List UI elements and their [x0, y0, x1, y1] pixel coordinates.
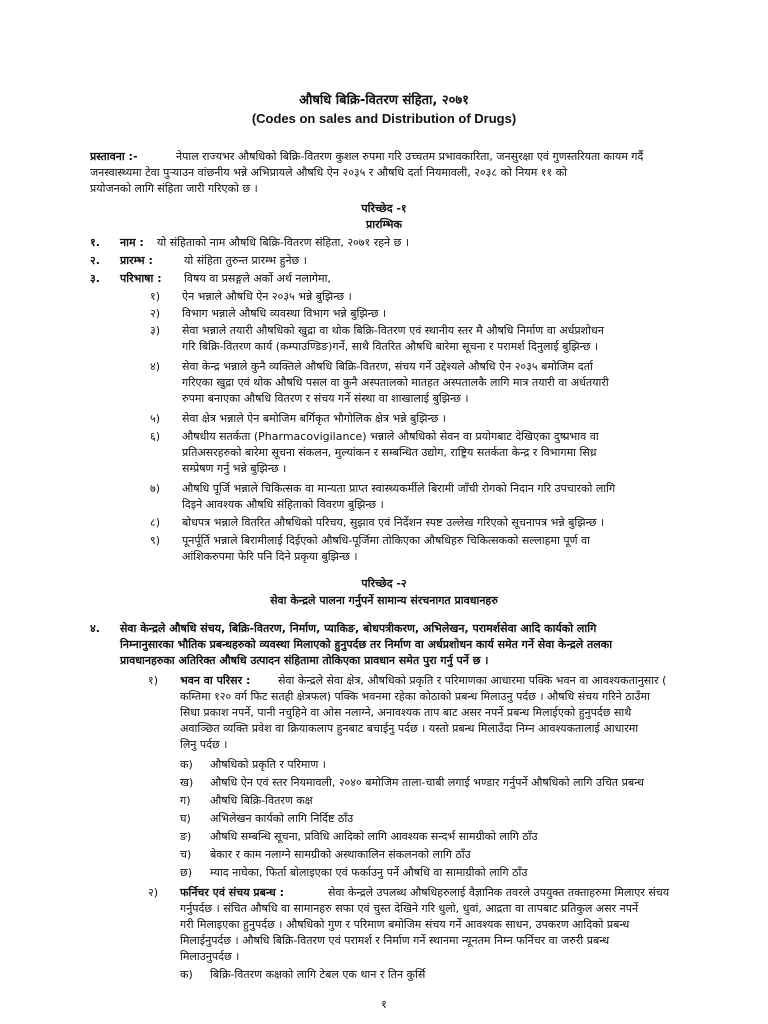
definition-text: दिइने आवश्यक औषधि संहिताको विवरण बुझिन्छ । — [182, 498, 384, 511]
subsection-text: सेवा केन्द्रले सेवा क्षेत्र, औषधिको प्रकृति र परिमाणका आधारमा पक्कि भवन वा आवश्यकतानुसार ( — [278, 674, 667, 687]
definition-text: सेवा भन्नाले तयारी औषधिको खुद्रा वा थोक बिक्रि-वितरण एवं स्थानीय स्तर मै औषधि निर्माण वा अर्धप्रशोधन — [182, 324, 604, 337]
definition-text: रुपमा बनाएका औषधि वितरण र संचय गर्ने संस्था वा शाखालाई बुझिन्छ । — [182, 392, 469, 405]
point-number: ग) — [180, 794, 191, 807]
definition-text: आंशिकरुपमा फेरि पनि दिने प्रकृया बुझिन्छ । — [182, 550, 358, 563]
section-number: ३. — [90, 272, 100, 285]
subsection-text: अवाञ्छित व्यक्ति प्रवेश वा क्रियाकलाप हुनबाट बचाईनु पर्दछ । यस्तो प्रबन्ध मिलाउँदा निम्न आवश्यकतालाई आधारमा — [180, 722, 639, 735]
section-label: परिभाषा : — [120, 272, 162, 285]
point-text: अभिलेखन कार्यको लागि निर्दिष्ट ठाँउ — [210, 812, 354, 825]
point-number: ङ) — [180, 830, 192, 843]
preamble-line: प्रयोजनको लागि संहिता जारी गरिएको छ । — [90, 182, 258, 195]
definition-number: ५) — [150, 412, 161, 425]
subsection-text: सिधा प्रकाश नपर्ने, पानी नचुहिने वा ओस नलाग्ने, अनावश्यक ताप बाट असर नपर्ने प्रबन्ध मिलाईएको हुनुपर्दछ साथै — [180, 706, 632, 719]
definition-text: गरि बिक्रि-वितरण कार्य (कम्पाउण्डिङ)गर्ने, साथै वितरित औषधि बारेमा सूचना र परामर्श दिनुलाई बुझिन्छ । — [182, 340, 599, 353]
page-number: १ — [381, 998, 387, 1011]
section-text: यो संहिता तुरुन्त प्रारम्भ हुनेछ । — [184, 254, 307, 267]
section-label: नाम : — [120, 236, 144, 249]
subsection-text: मिलाईनुपर्दछ । औषधि बिक्रि-वितरण एवं परामर्श र निर्माण गर्ने स्थानमा न्यूनतम निम्न फर्निचर वा जरुरी प्रबन्ध — [180, 934, 610, 947]
subsection-text: सेवा केन्द्रले उपलब्ध औषधिहरुलाई वैज्ञानिक तवरले उपयुक्त तक्ताहरुमा मिलाएर संचय — [328, 886, 670, 899]
point-text: औषधि सम्बन्धि सूचना, प्रविधि आदिको लागि आवश्यक सन्दर्भ सामग्रीको लागि ठाँउ — [210, 830, 538, 843]
preamble-line: नेपाल राज्यभर औषधिको बिक्रि-वितरण कुशल रुपमा गरि उच्चतम प्रभावकारिता, जनसुरक्षा एवं गुणस्तरियता कायम गर्दै — [176, 150, 644, 163]
subsection-text: मिलाउनुपर्दछ । — [180, 950, 240, 963]
section-number: ४. — [90, 622, 100, 635]
definition-text: औषधि पूर्जि भन्नाले चिकित्सक वा मान्यता प्राप्त स्वास्थ्यकर्मीले बिरामी जाँची रोगको निदान गरि उपचारको लागि — [182, 482, 616, 495]
section-number: २. — [90, 254, 100, 267]
point-text: औषधि बिक्रि-वितरण कक्ष — [210, 794, 313, 807]
definition-text: ऐन भन्नाले औषधि ऐन २०३५ भन्ने बुझिन्छ । — [182, 290, 352, 303]
section-number: १. — [90, 236, 100, 249]
point-text: औषधिको प्रकृति र परिमाण । — [210, 758, 326, 771]
definition-text: सम्प्रेषण गर्नु भन्ने बुझिन्छ । — [182, 462, 287, 475]
point-text: बिक्रि-वितरण कक्षको लागि टेबल एक थान र तिन कुर्सि — [210, 968, 426, 981]
point-number: च) — [180, 848, 192, 861]
chapter-title: सेवा केन्द्रले पालना गर्नुपर्ने सामान्य संरचनागत प्रावधानहरु — [270, 594, 498, 607]
subsection-number: २) — [148, 886, 159, 899]
definition-text: प्रतिअसरहरुको बारेमा सूचना संकलन, मुल्यांकन र सम्बन्धित उद्योग, राष्ट्रिय सतर्कता केन्द्र र विभागमा सिध्र — [182, 446, 597, 459]
subsection-text: लिनु पर्दछ । — [180, 738, 228, 751]
point-number: ख) — [180, 776, 194, 789]
section-text: यो संहिताको नाम औषधि बिक्रि-वितरण संहिता, २०७१ रहने छ । — [157, 236, 410, 249]
definition-text: पूनर्पूर्ति भन्नाले बिरामीलाई दिईएको औषधि-पूर्जिमा तोकिएका औषधिहरु चिकित्सकको सल्लाहमा पूर्ण वा — [182, 534, 590, 547]
section-text: प्रावधानहरुका अतिरिक्त औषधि उत्पादन संहितामा तोकिएका प्रावधान समेत पुरा गर्नु पर्ने छ । — [120, 654, 489, 667]
subsection-text: गर्नुपर्दछ । संचित औषधि वा सामानहरु सफा एवं चुस्त देखिने गरि धुलो, धुवां, आद्रता वा तापबाट प्रतिकुल असर नपर्ने — [180, 902, 639, 915]
section-text: सेवा केन्द्रले औषधि संचय, बिक्रि-वितरण, निर्माण, प्याकिङ, बोधपत्रीकरण, अभिलेखन, परामर्शसेवा आदि कार्यको लागि — [120, 622, 597, 635]
definition-text: बोधपत्र भन्नाले वितरित औषधिको परिचय, सुझाव एवं निर्देशन स्पष्ट उल्लेख गरिएको सूचनापत्र भन्ने बुझिन्छ । — [182, 516, 605, 529]
point-text: औषधि ऐन एवं स्तर नियमावली, २०४० बमोजिम ताला-चाबी लगाई भण्डार गर्नुपर्ने औषधिको लागि उचित प्रबन्ध — [210, 776, 644, 789]
definition-number: ७) — [150, 482, 161, 495]
chapter-title: प्रारम्भिक — [366, 218, 402, 231]
point-number: क) — [180, 968, 193, 981]
document-title: औषधि बिक्रि-वितरण संहिता, २०७१ — [299, 93, 469, 108]
point-text: म्याद नाघेका, फिर्ता बोलाइएका एवं फर्काउनु पर्ने औषधि वा सामाग्रीको लागि ठाँउ — [210, 866, 528, 879]
definition-text: विभाग भन्नाले औषधि व्यवस्था विभाग भन्ने बुझिन्छ । — [182, 307, 387, 320]
definition-number: ४) — [150, 360, 161, 373]
subsection-text: कम्तिमा १२० वर्ग फिट सतही क्षेत्रफल) पक्कि भवनमा रहेका कोठाको प्रबन्ध मिलाउनु पर्दछ । औषधि संचय गरिने ठाउँमा — [180, 690, 650, 703]
point-number: क) — [180, 758, 193, 771]
definition-number: २) — [150, 307, 161, 320]
definition-number: ८) — [150, 516, 161, 529]
preamble-line: जनस्वास्थ्यमा टेवा पुऱ्याउन वांछनीय भन्ने अभिप्रायले औषधि ऐन २०३५ र औषधि दर्ता नियमावली, २०३८ को नियम ११ को — [90, 166, 568, 179]
chapter-heading: परिच्छेद -२ — [361, 577, 407, 590]
section-label: प्रारम्भ : — [120, 254, 153, 267]
point-number: घ) — [180, 812, 191, 825]
definition-text: सेवा केन्द्र भन्नाले कुनै व्यक्तिले औषधि बिक्रि-वितरण, संचय गर्ने उद्देश्यले औषधि ऐन २०३५ बमोजिम दर्ता — [182, 360, 593, 373]
point-number: छ) — [180, 866, 193, 879]
definition-number: १) — [150, 290, 161, 303]
definition-text: गरिएका खुद्रा एवं थोक औषधि पसल वा कुनै अस्पतालको मातहत अस्पतालकै लागि मात्र तयारी वा अर्धतयारी — [182, 376, 609, 389]
definition-number: ३) — [150, 324, 161, 337]
chapter-heading: परिच्छेद -१ — [361, 202, 407, 215]
section-text: विषय वा प्रसङ्गले अर्को अर्थ नलागेमा, — [184, 272, 331, 285]
subsection-number: १) — [148, 674, 159, 687]
subsection-text: गरी मिलाइएका हुनुपर्दछ । औषधिको गुण र परिमाण बमोजिम संचय गर्ने आवश्यक साधन, उपकरण आदिको प्रबन्ध — [180, 918, 630, 931]
definition-number: ९) — [150, 534, 161, 547]
definition-text: सेवा क्षेत्र भन्नाले ऐन बमोजिम बर्गिकृत भौगोलिक क्षेत्र भन्ने बुझिन्छ । — [182, 412, 446, 425]
subsection-label: फर्निचर एवं संचय प्रबन्ध : — [180, 886, 284, 899]
definition-number: ६) — [150, 430, 161, 443]
document-subtitle: (Codes on sales and Distribution of Drugs) — [251, 111, 517, 126]
definition-text: औषधीय सतर्कता (Pharmacovigilance) भन्नाले औषधिको सेवन वा प्रयोगबाट देखिएका दुष्प्रभाव वा — [182, 430, 599, 443]
section-text: निम्नानुसारका भौतिक प्रबन्धहरुको व्यवस्था मिलाएको हुनुपर्दछ तर निर्माण वा अर्धप्रशोधन कार्य समेत गर्ने सेवा केन्द्रले तलका — [120, 638, 613, 651]
point-text: बेकार र काम नलाग्ने सामग्रीको अस्थाकालिन संकलनको लागि ठाँउ — [210, 848, 471, 861]
subsection-label: भवन वा परिसर : — [180, 674, 251, 687]
preamble-label: प्रस्तावना :- — [90, 150, 138, 163]
